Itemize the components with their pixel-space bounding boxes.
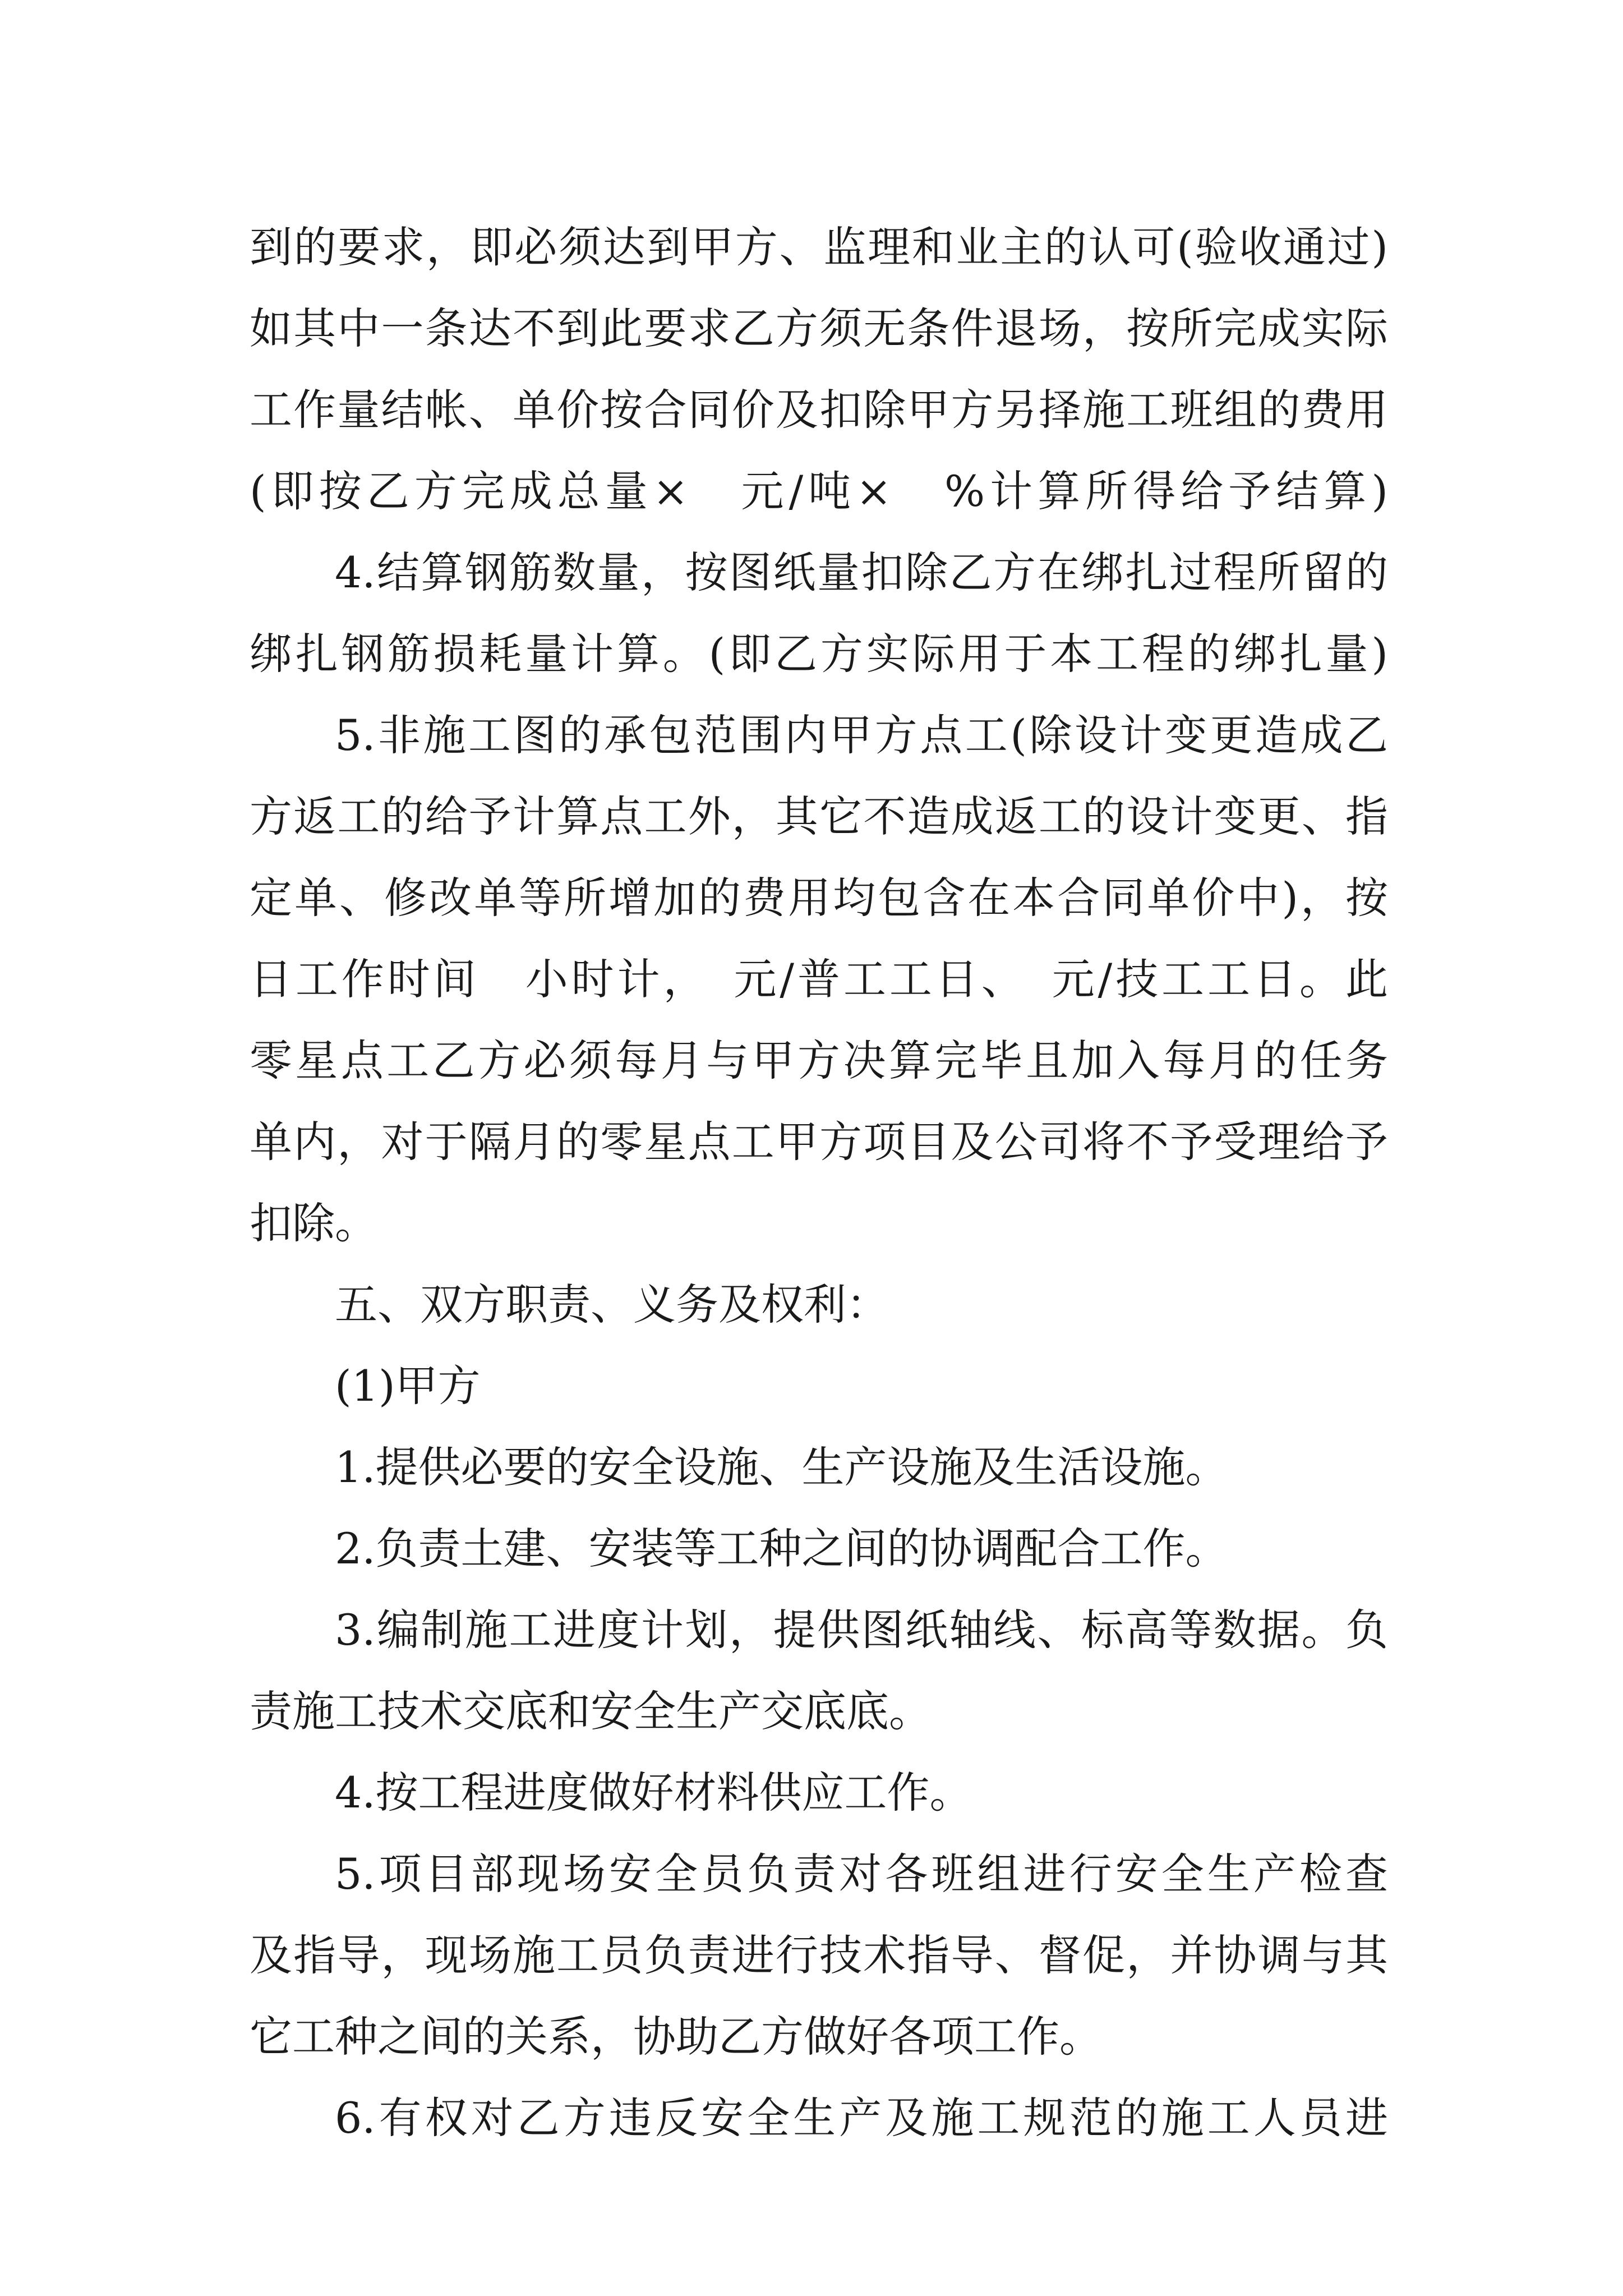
text-line: 方返工的给予计算点工外，其它不造成返工的设计变更、指 [250,792,1388,841]
contract-text-body [250,206,1388,2159]
text-line: (1)甲方 [335,1361,481,1411]
text-line: 责施工技术交底和安全生产交底底。 [250,1686,932,1736]
text-line: 2.负责土建、安装等工种之间的协调配合工作。 [335,1524,1228,1573]
text-line: 如其中一条达不到此要求乙方须无条件退场，按所完成实际 [250,303,1388,353]
text-line: 1.提供必要的安全设施、生产设施及生活设施。 [335,1442,1228,1492]
text-line: 工作量结帐、单价按合同价及扣除甲方另择施工班组的费用 [250,385,1388,435]
text-line: 单内，对于隔月的零星点工甲方项目及公司将不予受理给予 [250,1117,1388,1167]
text-line: 日工作时间 小时计， 元/普工工日、 元/技工工日。此 [250,954,1388,1004]
text-line: 及指导，现场施工员负责进行技术指导、督促，并协调与其 [250,1930,1388,1980]
text-line: 到的要求，即必须达到甲方、监理和业主的认可(验收通过) [250,222,1388,272]
text-line: 定单、修改单等所增加的费用均包含在本合同单价中)，按 [250,873,1388,923]
text-line: 零星点工乙方必须每月与甲方决算完毕且加入每月的任务 [250,1036,1388,1085]
text-line: 4.按工程进度做好材料供应工作。 [335,1768,972,1818]
text-line: 五、双方职责、义务及权利： [335,1280,889,1329]
text-line: 6.有权对乙方违反安全生产及施工规范的施工人员进 [335,2093,1388,2143]
text-line: 5.项目部现场安全员负责对各班组进行安全生产检查 [335,1849,1388,1899]
text-line: 扣除。 [250,1198,377,1248]
text-line: 3.编制施工进度计划，提供图纸轴线、标高等数据。负 [335,1605,1388,1655]
text-line: 4.结算钢筋数量，按图纸量扣除乙方在绑扎过程所留的 [335,547,1388,597]
text-line: 绑扎钢筋损耗量计算。(即乙方实际用于本工程的绑扎量) [250,629,1388,679]
text-line: 它工种之间的关系，协助乙方做好各项工作。 [250,2012,1102,2062]
text-line: 5.非施工图的承包范围内甲方点工(除设计变更造成乙 [335,710,1388,760]
text-line: (即按乙方完成总量× 元/吨× %计算所得给予结算) [250,466,1388,516]
